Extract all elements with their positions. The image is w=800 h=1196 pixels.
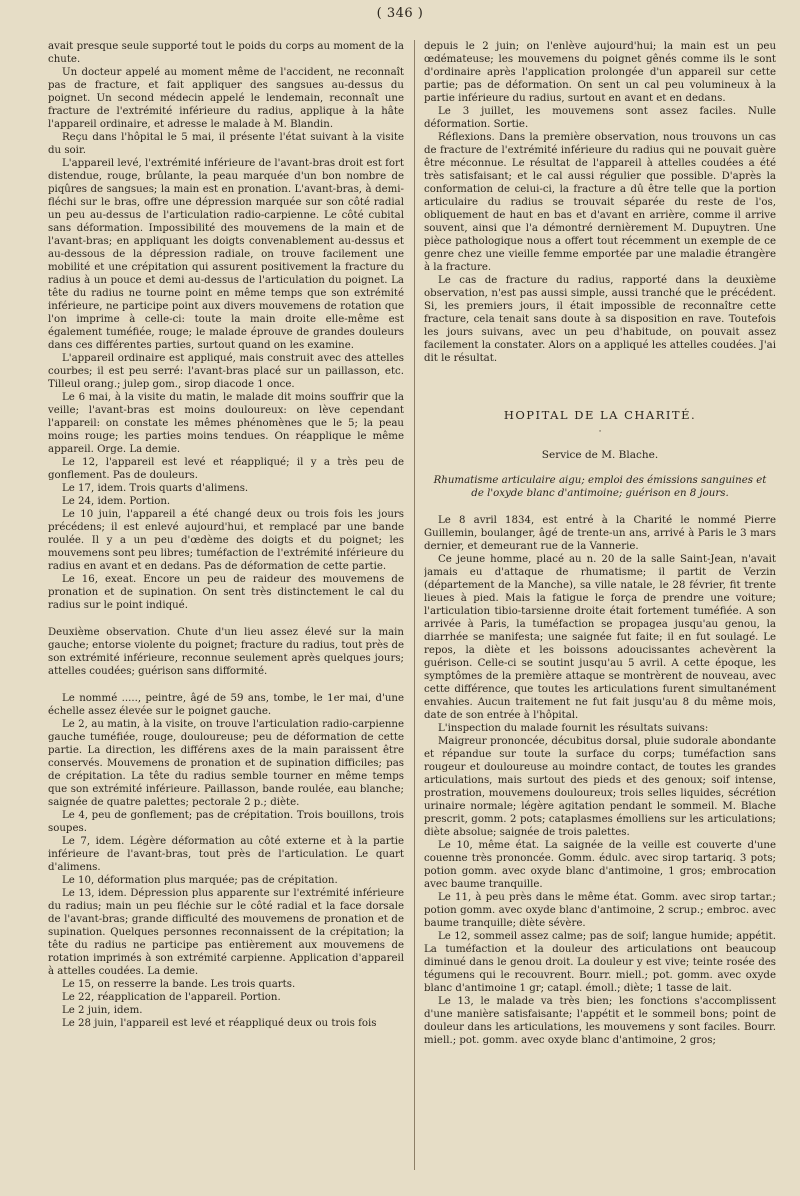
reflections-paragraph: Réflexions. Dans la première observation, nous trouvons un cas de fracture de l'extrémité inférieure du radius qui ne pouvait guère être méconnue. Le résultat de l'appareil à attelles coudées a été très satisfaisant; et le cal aussi régulier que possible. D'après la conformation de celui-ci, la fracture a dû être telle que la portion articulaire du radius se trouvait séparée du reste de l'os, obliquement de haut en bas et d'avant en arrière, comme il arrive souvent, ainsi que l'a démontré dernièrement M. Dupuytren. Une pièce pathologique nous a offert tout récemment un exemple de ce genre chez une vieille femme emportée par une maladie étrangère à la fracture. [424,132,776,273]
service-heading: Service de M. Blache. [541,449,659,461]
right-column [424,40,776,1190]
paragraph: Le 13, idem. Dépression plus apparente sur l'extrémité inférieure du radius; main un peu fléchie sur le côté radial et la face dorsale de l'avant-bras; grande difficulté des mouvemens de pronation et de supination. Quelques personnes reconnaissent de la crépitation; la tête du radius ne participe pas entièrement aux mouvemens de rotation imprimés à son extrémité carpienne. Application d'appareil à attelles coudées. La demie. [48,888,404,977]
paragraph: Le 12, sommeil assez calme; pas de soif; langue humide; appétit. La tuméfaction et la douleur des articulations ont beaucoup diminué dans le genou droit. La douleur y est vive; teinte rosée des tégumens qui le recouvrent. Bourr. miell.; pot. gomm. avec oxyde blanc d'antimoine 1 gr; catapl. émoll.; diète; 1 tasse de lait. [424,931,776,994]
paragraph: Le 13, le malade va très bien; les fonctions s'accomplissent d'une manière satisfaisante; l'appétit et le sommeil bons; point de douleur dans les articulations, les mouvemens y sont faciles. Bourr. miell.; pot. gomm. avec oxyde blanc d'antimoine, 2 gros; [424,996,776,1046]
paragraph: Le cas de fracture du radius, rapporté dans la deuxième observation, n'est pas aussi simple, aussi tranché que le précédent. Si, les premiers jours, il était impossible de reconnaître cette fracture, cela tenait sans doute à sa disposition en rave. Toutefois les jours suivans, avec un peu d'habitude, on pouvait assez facilement la constater. Alors on a appliqué les attelles coudées. J'ai dit le résultat. [424,275,776,364]
paragraph: Le 12, l'appareil est levé et réappliqué; il y a très peu de gonflement. Pas de douleurs. [48,457,404,481]
paragraph: L'inspection du malade fournit les résultats suivans: [438,723,709,734]
paragraph: Ce jeune homme, placé au n. 20 de la salle Saint-Jean, n'avait jamais eu d'attaque de rhumatisme; il partit de Verzin (département de la Manche), sa ville natale, le 28 février, fit trente lieues à pied. Mais la fatigue le força de prendre une voiture; l'articulation tibio-tarsienne droite était fortement tuméfiée. A son arrivée à Paris, la tuméfaction se propagea jusqu'au genou, la diarrhée se manifesta; une saignée fut faite; il en fut soulagé. Le repos, la diète et les boissons adoucissantes achevèrent la guérison. Celle-ci se soutint jusqu'au 5 avril. A cette époque, les symptômes de la première attaque se montrèrent de nouveau, avec cette différence, que toutes les articulations furent simultanément envahies. Aucun traitement ne fut fait jusqu'au 8 du même mois, date de son entrée à l'hôpital. [424,554,776,721]
paragraph: Reçu dans l'hôpital le 5 mai, il présente l'état suivant à la visite du soir. [48,132,404,156]
paragraph: Le 17, idem. Trois quarts d'alimens. [62,483,249,494]
column-divider [414,40,415,1170]
paragraph: Le 28 juin, l'appareil est levé et réappliqué deux ou trois fois [62,1018,377,1029]
paragraph: Le 24, idem. Portion. [62,496,171,507]
paragraph: Le 10 juin, l'appareil a été changé deux ou trois fois les jours précédens; il est enlevé aujourd'hui, et remplacé par une bande roulée. Il y a un peu d'œdème des doigts et du poignet; les mouvemens sont peu libres; tuméfaction de l'extrémité inférieure du radius en avant et en dedans. Pas de déformation de cette partie. [48,509,404,572]
observation-heading: Deuxième observation. Chute d'un lieu assez élevé sur la main gauche; entorse violente du poignet; fracture du radius, tout près de son extrémité inférieure, reconnue seulement après quelques jours; attelles coudées; guérison sans difformité. [48,627,404,677]
paragraph: Le 4, peu de gonflement; pas de crépitation. Trois bouillons, trois soupes. [48,810,404,834]
paragraph: Le 2, au matin, à la visite, on trouve l'articulation radio-carpienne gauche tuméfiée, rouge, douloureuse; peu de déformation de cette partie. La direction, les différens axes de la main paraissent être conservés. Mouvemens de pronation et de supination difficiles; pas de crépitation. La tête du radius semble tourner en même temps que son extrémité inférieure. Paillasson, bande roulée, eau blanche; saignée de quatre palettes; pectorale 2 p.; diète. [48,719,404,808]
paragraph: Le 8 avril 1834, est entré à la Charité le nommé Pierre Guillemin, boulanger, âgé de trente-un ans, arrivé à Paris le 3 mars dernier, et demeurant rue de la Vannerie. [424,515,776,552]
paragraph: Le 6 mai, à la visite du matin, le malade dit moins souffrir que la veille; l'avant-bras est moins douloureux: on lève cependant l'appareil: on constate les mêmes phénomènes que le 5; la peau moins rouge; les parties moins tendues. On réapplique le même appareil. Orge. La demie. [48,392,404,455]
paragraph: Le 2 juin, idem. [62,1005,143,1016]
paragraph: Le 22, réapplication de l'appareil. Portion. [62,992,281,1003]
paragraph: L'appareil levé, l'extrémité inférieure de l'avant-bras droit est fort distendue, rouge, brûlante, la peau marquée d'un bon nombre de piqûres de sangsues; la main est en pronation. L'avant-bras, à demi-fléchi sur le bras, offre une dépression marquée sur son côté radial un peu au-dessus de l'articulation radio-carpienne. Le côté cubital sans déformation. Impossibilité des mouvemens de la main et de l'avant-bras; en appliquant les doigts convenablement au-dessus et au-dessous de la dépression radiale, on trouve facilement une mobilité et une crépitation qui assurent positivement la fracture du radius à un pouce et demi au-dessus de l'articulation du poignet. La tête du radius ne tourne point en même temps que son extrémité inférieure, ne participe point aux divers mouvemens de rotation que l'on imprime à celle-ci: toute la main droite elle-même est également tuméfiée, rouge; le malade éprouve de grandes douleurs dans ces différentes parties, surtout quand on les examine. [48,158,404,351]
paragraph: L'appareil ordinaire est appliqué, mais construit avec des attelles courbes; il est peu serré: l'avant-bras placé sur un paillasson, etc. Tilleul orang.; julep gom., sirop diacode 1 once. [48,353,404,390]
case-subtitle: Rhumatisme articulaire aigu; emploi des émissions sanguines et de l'oxyde blanc d'antimoine; guérison en 8 jours. [433,475,767,499]
paragraph: Maigreur prononcée, décubitus dorsal, pluie sudorale abondante et répandue sur toute la surface du corps; tuméfaction sans rougeur et douloureuse au moindre contact, de toutes les grandes articulations, mais surtout des pieds et des genoux; soif intense, prostration, mouvemens douloureux; trois selles liquides, sécrétion urinaire normale; légère agitation pendant le sommeil. M. Blache prescrit, gomm. 2 pots; cataplasmes émolliens sur les articulations; diète absolue; saignée de trois palettes. [424,736,776,838]
separator: · [598,427,602,437]
section-heading: HOPITAL DE LA CHARITÉ. [503,408,697,422]
paragraph: Un docteur appelé au moment même de l'accident, ne reconnaît pas de fracture, et fait appliquer des sangsues au-dessus du poignet. Un second médecin appelé le lendemain, reconnaît une fracture de l'extrémité inférieure du radius, applique à la hâte l'appareil ordinaire, et adresse le malade à M. Blandin. [48,67,404,130]
paragraph: depuis le 2 juin; on l'enlève aujourd'hui; la main est un peu œdémateuse; les mouvemens du poignet gênés comme ils le sont d'ordinaire après l'application prolongée d'un appareil sur cette partie; pas de déformation. On sent un cal peu volumineux à la partie inférieure du radius, surtout en avant et en dedans. [424,41,776,104]
paragraph: Le 3 juillet, les mouvemens sont assez faciles. Nulle déformation. Sortie. [424,106,776,130]
left-column [48,40,404,1190]
paragraph: Le 11, à peu près dans le même état. Gomm. avec sirop tartar.; potion gomm. avec oxyde blanc d'antimoine, 2 scrup.; embroc. avec baume tranquille; diète sévère. [424,892,776,929]
paragraph: Le 10, déformation plus marquée; pas de crépitation. [62,875,338,886]
paragraph: Le 16, exeat. Encore un peu de raideur des mouvemens de pronation et de supination. On sent très distinctement le cal du radius sur le point indiqué. [48,574,404,611]
paragraph: Le nommé ....., peintre, âgé de 59 ans, tombe, le 1er mai, d'une échelle assez élevée sur le poignet gauche. [48,693,404,717]
page-number: ( 346 ) [376,6,424,21]
paragraph: Le 7, idem. Légère déformation au côté externe et à la partie inférieure de l'avant-bras, tout près de l'articulation. Le quart d'alimens. [48,836,404,873]
paragraph: Le 15, on resserre la bande. Les trois quarts. [62,979,296,990]
paragraph: avait presque seule supporté tout le poids du corps au moment de la chute. [48,41,404,65]
paragraph: Le 10, même état. La saignée de la veille est couverte d'une couenne très prononcée. Gomm. édulc. avec sirop tartariq. 3 pots; potion gomm. avec oxyde blanc d'antimoine, 1 gros; embrocation avec baume tranquille. [424,840,776,890]
page-header [0,2,800,28]
